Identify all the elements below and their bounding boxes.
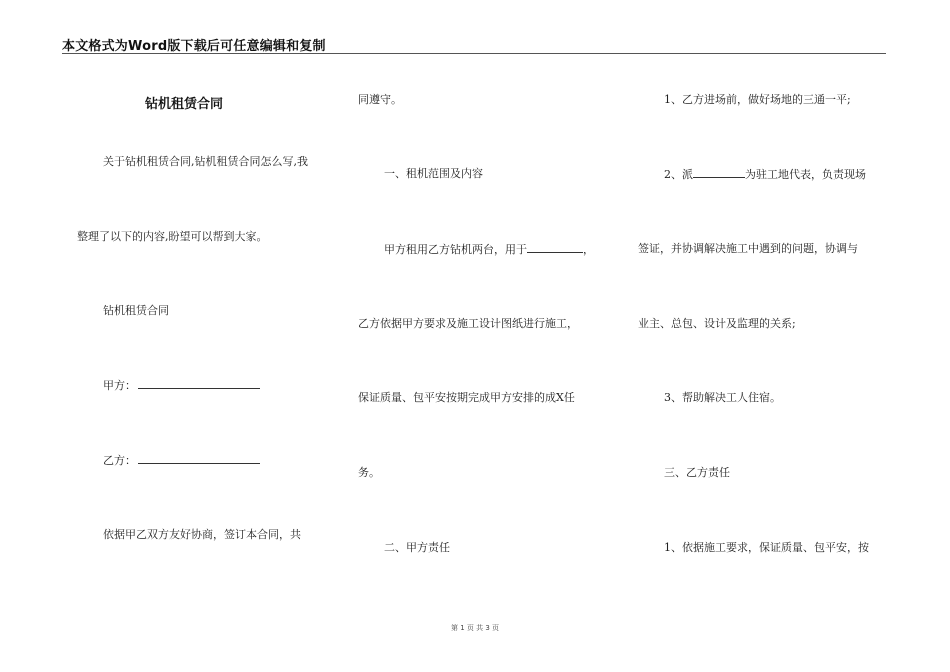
party-a-blank (138, 378, 260, 389)
usage-blank (527, 242, 583, 253)
section-2-item-2-line-2: 签证，并协调解决施工中遇到的问题，协调与 (638, 242, 858, 255)
document-title: 钻机租赁合同 (145, 97, 224, 112)
section-1-line-3: 保证质量、包平安按期完成甲方安排的成X任 (358, 391, 575, 404)
agreement-paragraph-line-2: 同遵守。 (358, 93, 402, 106)
intro-paragraph-line-1: 关于钻机租赁合同,钻机租赁合同怎么写,我 (103, 155, 308, 168)
party-b-label: 乙方： (103, 454, 136, 467)
section-1-heading: 一、租机范围及内容 (384, 167, 483, 180)
header-divider (62, 53, 886, 54)
party-a-line (103, 378, 260, 393)
agreement-paragraph-line-1: 依据甲乙双方友好协商，签订本合同，共 (103, 528, 301, 541)
page-number: 第 1 页 共 3 页 (450, 624, 500, 632)
representative-blank (693, 167, 745, 178)
section-2-item-1: 1、乙方进场前，做好场地的三通一平; (664, 93, 851, 106)
section-2-heading: 二、甲方责任 (384, 541, 450, 554)
intro-paragraph-line-2: 整理了以下的内容,盼望可以帮到大家。 (77, 230, 268, 243)
section-3-item-1: 1、依据施工要求，保证质量、包平安，按 (664, 541, 869, 554)
contract-name: 钻机租赁合同 (103, 304, 169, 317)
section-1-line-2: 乙方依据甲方要求及施工设计图纸进行施工， (358, 317, 578, 330)
section-2-item-3: 3、帮助解决工人住宿。 (664, 391, 781, 404)
party-b-line (103, 453, 260, 468)
document-header: 本文格式为Word版下载后可任意编辑和复制 (62, 39, 326, 54)
section-3-heading: 三、乙方责任 (664, 466, 730, 479)
section-1-line-1: 甲方租用乙方钻机两台，用于 ， (384, 243, 594, 256)
party-b-blank (138, 453, 260, 464)
section-2-item-2-line-3: 业主、总包、设计及监理的关系; (638, 317, 796, 330)
section-1-line-4: 务。 (358, 466, 380, 479)
section-2-item-2-line-1: 2、派 为驻工地代表，负责现场 (664, 168, 866, 181)
party-a-label: 甲方： (103, 379, 136, 392)
